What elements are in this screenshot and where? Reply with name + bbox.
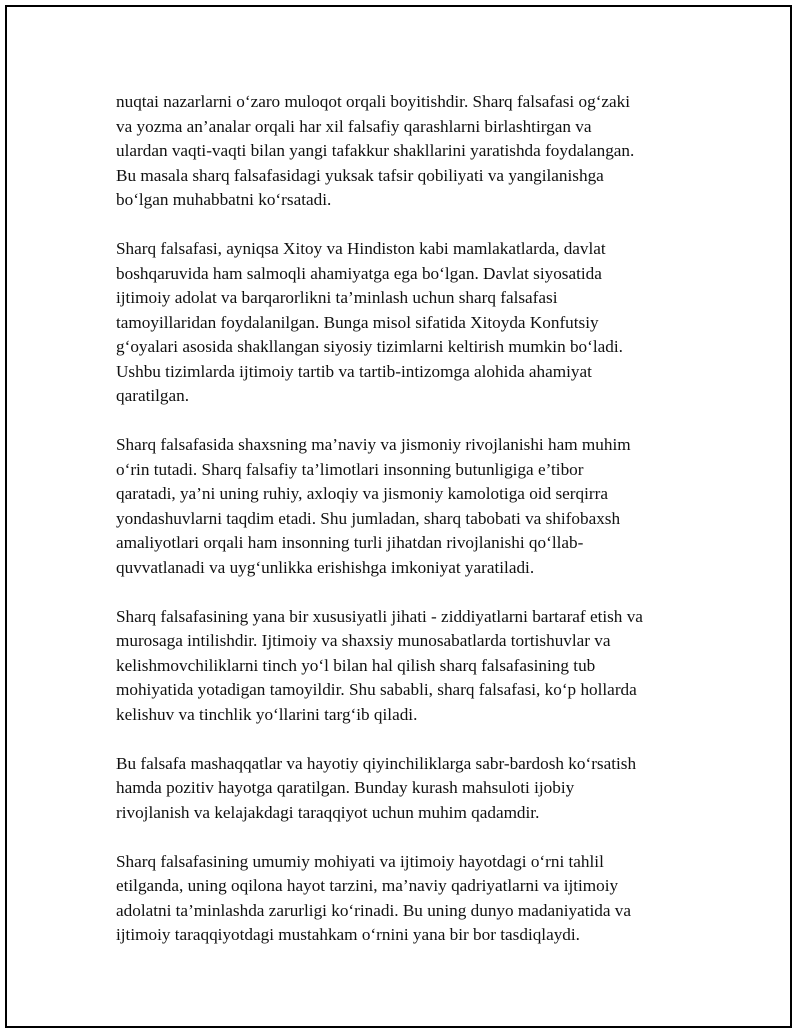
paragraph-6: [116, 850, 696, 948]
paragraph-2: [116, 237, 696, 409]
text-line: tamoyillaridan foydalanilgan. Bunga misol sifatida Xitoyda Konfutsiy: [116, 312, 599, 332]
paragraph-4: [116, 605, 696, 728]
text-line: g‘oyalari asosida shakllangan siyosiy tizimlarni keltirish mumkin bo‘ladi.: [116, 337, 623, 356]
text-line: Sharq falsafasida shaxsning ma’naviy va jismoniy rivojlanishi ham muhim: [116, 435, 631, 454]
text-line: Ushbu tizimlarda ijtimoiy tartib va tartib-intizomga alohida ahamiyat: [116, 361, 592, 381]
text-line: qaratilgan.: [116, 386, 190, 405]
text-line: kelishmovchiliklarni tinch yo‘l bilan hal qilish sharq falsafasining tub: [116, 655, 596, 675]
text-line: qaratadi, ya’ni uning ruhiy, axloqiy va jismoniy kamolotiga oid serqirra: [116, 484, 608, 503]
text-line: Sharq falsafasining umumiy mohiyati va ijtimoiy hayotdagi o‘rni tahlil: [116, 851, 604, 871]
text-line: Sharq falsafasining yana bir xususiyatli jihati - ziddiyatlarni bartaraf etish va: [116, 606, 643, 626]
text-line: rivojlanish va kelajakdagi taraqqiyot uchun muhim qadamdir.: [116, 802, 540, 822]
text-line: va yozma an’analar orqali har xil falsafiy qarashlarni birlashtirgan va: [116, 116, 592, 136]
text-line: bo‘lgan muhabbatni ko‘rsatadi.: [116, 190, 332, 209]
text-line: etilganda, uning oqilona hayot tarzini, ma’naviy qadriyatlarni va ijtimoiy: [116, 876, 619, 895]
text-line: o‘rin tutadi. Sharq falsafiy ta’limotlari insonning butunligiga e’tibor: [116, 459, 584, 479]
paragraph-1: [116, 90, 696, 213]
document-body: [116, 90, 696, 972]
paragraph-5: [116, 752, 696, 826]
text-line: ijtimoiy taraqqiyotdagi mustahkam o‘rnini yana bir bor tasdiqlaydi.: [116, 925, 580, 944]
text-line: kelishuv va tinchlik yo‘llarini targ‘ib qiladi.: [116, 704, 418, 724]
text-line: hamda pozitiv hayotga qaratilgan. Bunday kurash mahsuloti ijobiy: [116, 778, 575, 797]
text-line: adolatni ta’minlashda zarurligi ko‘rinadi. Bu uning dunyo madaniyatida va: [116, 900, 632, 920]
text-line: mohiyatida yotadigan tamoyildir. Shu sababli, sharq falsafasi, ko‘p hollarda: [116, 680, 637, 699]
text-line: Bu masala sharq falsafasidagi yuksak tafsir qobiliyati va yangilanishga: [116, 165, 604, 185]
text-line: amaliyotlari orqali ham insonning turli jihatdan rivojlanishi qo‘llab-: [116, 533, 584, 552]
paragraph-3: [116, 433, 696, 580]
text-line: ijtimoiy adolat va barqarorlikni ta’minlash uchun sharq falsafasi: [116, 288, 558, 307]
text-line: boshqaruvida ham salmoqli ahamiyatga ega bo‘lgan. Davlat siyosatida: [116, 263, 602, 283]
text-line: nuqtai nazarlarni o‘zaro muloqot orqali boyitishdir. Sharq falsafasi og‘zaki: [116, 92, 631, 111]
text-line: ulardan vaqti-vaqti bilan yangi tafakkur shakllarini yaratishda foydalangan.: [116, 141, 635, 160]
text-line: yondashuvlarni taqdim etadi. Shu jumladan, sharq tabobati va shifobaxsh: [116, 508, 621, 528]
text-line: murosaga intilishdir. Ijtimoiy va shaxsiy munosabatlarda tortishuvlar va: [116, 631, 611, 650]
text-line: quvvatlanadi va uyg‘unlikka erishishga imkoniyat yaratiladi.: [116, 557, 535, 577]
text-line: Bu falsafa mashaqqatlar va hayotiy qiyinchiliklarga sabr-bardosh ko‘rsatish: [116, 753, 637, 773]
text-line: Sharq falsafasi, ayniqsa Xitoy va Hindiston kabi mamlakatlarda, davlat: [116, 239, 606, 258]
